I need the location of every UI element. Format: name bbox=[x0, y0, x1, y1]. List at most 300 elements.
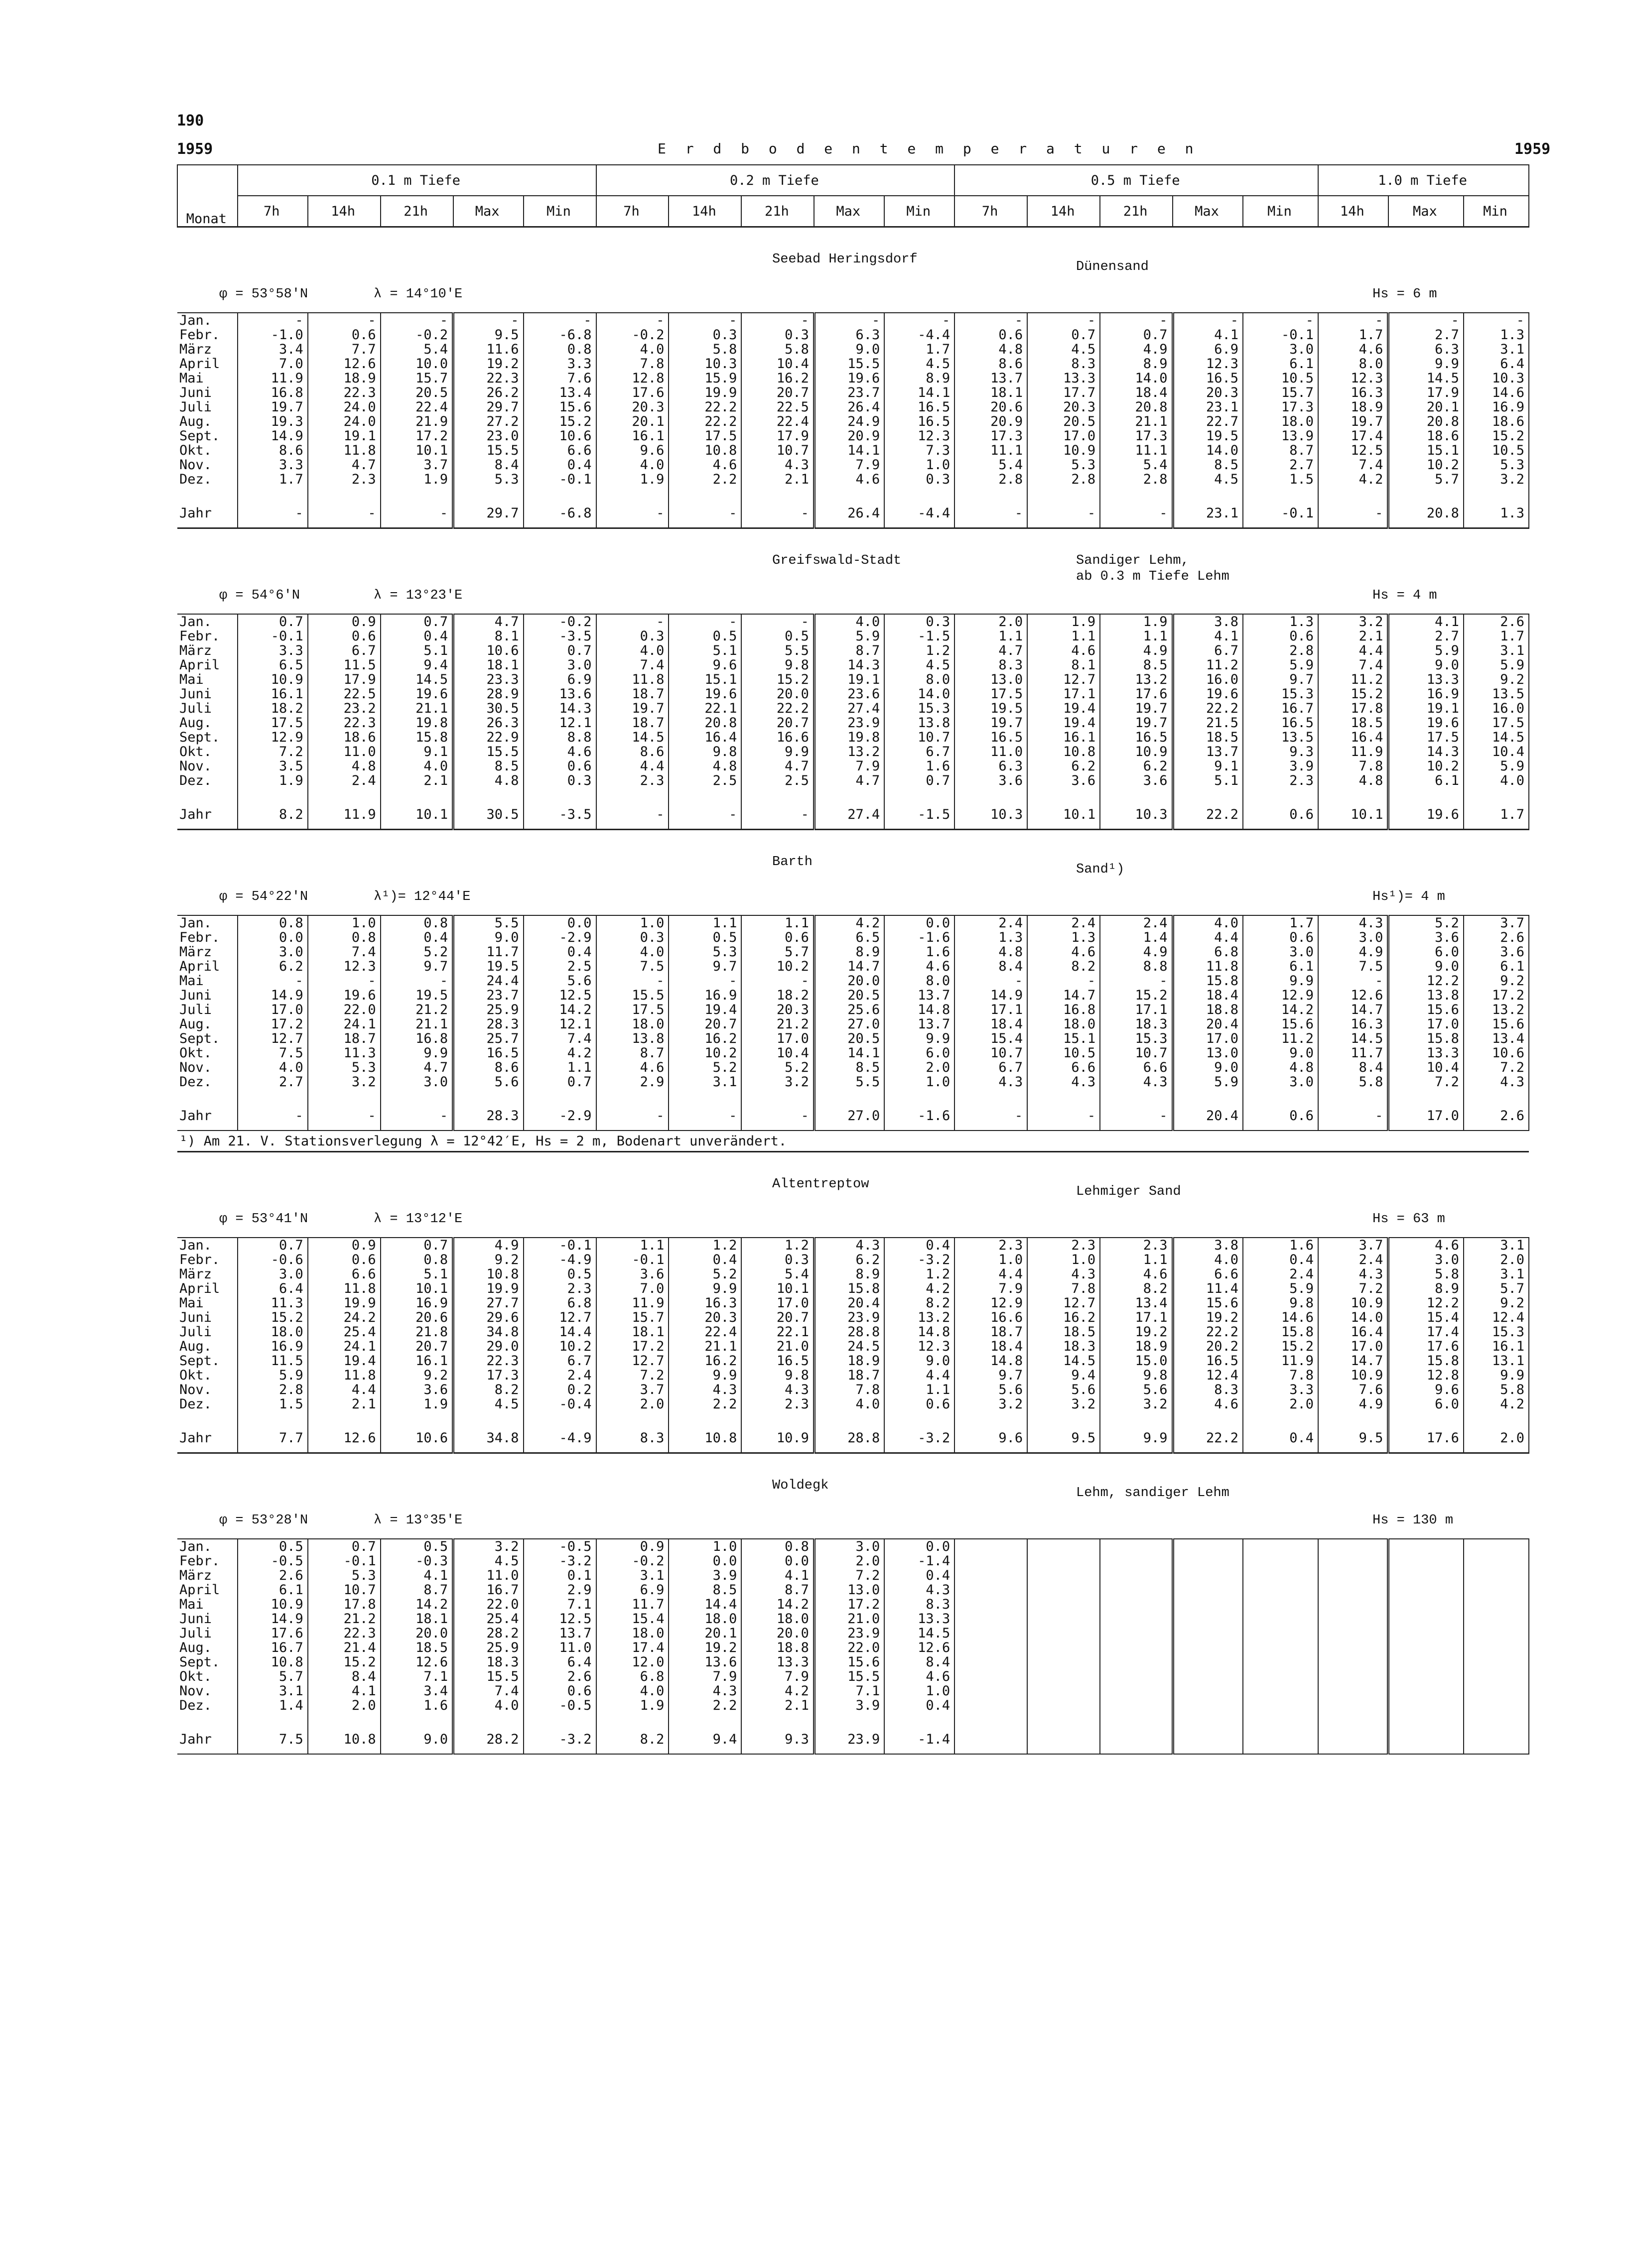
value-cell bbox=[954, 1597, 1027, 1612]
value-cell: 9.4 bbox=[1027, 1368, 1100, 1383]
value-cell: 5.1 bbox=[1173, 773, 1243, 788]
value-cell: 15.7 bbox=[1243, 385, 1318, 400]
value-cell: 4.7 bbox=[741, 759, 814, 773]
value-cell: 16.4 bbox=[669, 730, 741, 745]
value-cell: 13.1 bbox=[1464, 1354, 1529, 1368]
value-cell: 5.6 bbox=[1100, 1383, 1173, 1397]
value-cell: 3.0 bbox=[238, 1267, 308, 1281]
value-cell: 2.4 bbox=[1318, 1253, 1388, 1267]
value-cell: 28.8 bbox=[814, 1325, 884, 1339]
value-cell: 1.0 bbox=[308, 915, 381, 930]
jahr-label: Jahr bbox=[177, 1423, 238, 1453]
table-row bbox=[177, 745, 1529, 759]
value-cell: 19.2 bbox=[669, 1640, 741, 1655]
value-cell: 5.5 bbox=[741, 643, 814, 658]
value-cell bbox=[1464, 1583, 1529, 1597]
value-cell: 15.8 bbox=[381, 730, 453, 745]
value-cell: 19.5 bbox=[954, 701, 1027, 716]
value-cell: -0.1 bbox=[524, 1238, 596, 1253]
value-cell: 4.7 bbox=[814, 773, 884, 788]
month-label: Febr. bbox=[177, 930, 238, 945]
value-cell: 22.2 bbox=[669, 400, 741, 414]
value-cell: 0.5 bbox=[238, 1539, 308, 1554]
jahr-cell: - bbox=[596, 800, 669, 830]
value-cell: 10.8 bbox=[1027, 745, 1100, 759]
value-cell: 7.2 bbox=[814, 1568, 884, 1583]
month-label: Nov. bbox=[177, 1684, 238, 1698]
value-cell: 10.7 bbox=[884, 730, 954, 745]
value-cell: 19.7 bbox=[596, 701, 669, 716]
value-cell: 17.5 bbox=[596, 1003, 669, 1017]
value-cell bbox=[1388, 1539, 1464, 1554]
value-cell: 2.0 bbox=[884, 1060, 954, 1075]
jahr-cell: 1.3 bbox=[1464, 499, 1529, 528]
value-cell: 12.0 bbox=[596, 1655, 669, 1669]
month-label: Dez. bbox=[177, 1075, 238, 1089]
station-latitude: φ = 53°41′N bbox=[219, 1212, 308, 1227]
value-cell: 3.1 bbox=[669, 1075, 741, 1089]
value-cell: 14.7 bbox=[814, 959, 884, 974]
station-header bbox=[177, 830, 1529, 916]
value-cell: 11.2 bbox=[1243, 1031, 1318, 1046]
table-row bbox=[177, 759, 1529, 773]
value-cell: -0.1 bbox=[596, 1253, 669, 1267]
value-cell: 17.0 bbox=[741, 1296, 814, 1310]
month-label: Mai bbox=[177, 672, 238, 687]
value-cell: 4.5 bbox=[453, 1397, 524, 1411]
table-row bbox=[177, 716, 1529, 730]
value-cell: 19.1 bbox=[814, 672, 884, 687]
value-cell: 9.2 bbox=[453, 1253, 524, 1267]
col-header-2-3: Max bbox=[1173, 196, 1243, 227]
value-cell: 9.7 bbox=[669, 959, 741, 974]
value-cell: 4.4 bbox=[596, 759, 669, 773]
value-cell: 8.7 bbox=[596, 1046, 669, 1060]
value-cell: 22.4 bbox=[741, 414, 814, 429]
month-label: April bbox=[177, 658, 238, 672]
value-cell: 2.9 bbox=[524, 1583, 596, 1597]
table-row bbox=[177, 1655, 1529, 1669]
jahr-cell: - bbox=[308, 1101, 381, 1131]
value-cell: 14.1 bbox=[814, 443, 884, 458]
value-cell: 0.8 bbox=[238, 915, 308, 930]
spacer-cell bbox=[1243, 788, 1318, 800]
value-cell: 2.4 bbox=[1100, 915, 1173, 930]
month-label: Okt. bbox=[177, 1669, 238, 1684]
value-cell: 8.4 bbox=[884, 1655, 954, 1669]
value-cell: 8.7 bbox=[381, 1583, 453, 1597]
value-cell: 11.8 bbox=[308, 1368, 381, 1383]
value-cell: 4.9 bbox=[1100, 945, 1173, 959]
jahr-cell: 9.9 bbox=[1100, 1423, 1173, 1453]
value-cell: 16.1 bbox=[1464, 1339, 1529, 1354]
value-cell: 20.5 bbox=[814, 988, 884, 1003]
value-cell: 14.0 bbox=[884, 687, 954, 701]
value-cell: 4.0 bbox=[596, 458, 669, 472]
value-cell: 15.6 bbox=[1464, 1017, 1529, 1031]
value-cell: 14.8 bbox=[954, 1354, 1027, 1368]
value-cell bbox=[1464, 1568, 1529, 1583]
value-cell: 27.2 bbox=[453, 414, 524, 429]
value-cell bbox=[1318, 1684, 1388, 1698]
value-cell: 20.3 bbox=[596, 400, 669, 414]
jahr-cell bbox=[1027, 1725, 1100, 1754]
value-cell: 16.1 bbox=[238, 687, 308, 701]
value-cell bbox=[1318, 1568, 1388, 1583]
jahr-cell: 23.1 bbox=[1173, 499, 1243, 528]
value-cell: 9.3 bbox=[1243, 745, 1318, 759]
value-cell bbox=[1027, 1568, 1100, 1583]
value-cell: 2.7 bbox=[1388, 328, 1464, 342]
jahr-cell: 28.8 bbox=[814, 1423, 884, 1453]
spacer-cell bbox=[1388, 788, 1464, 800]
spacer-cell bbox=[453, 1713, 524, 1725]
value-cell: 6.6 bbox=[1100, 1060, 1173, 1075]
value-cell: 8.1 bbox=[1027, 658, 1100, 672]
value-cell: 8.4 bbox=[453, 458, 524, 472]
value-cell: 4.5 bbox=[453, 1554, 524, 1568]
station-longitude: λ = 13°12′E bbox=[374, 1212, 463, 1227]
spacer-cell bbox=[1027, 487, 1100, 499]
value-cell bbox=[1318, 1612, 1388, 1626]
value-cell bbox=[1100, 1612, 1173, 1626]
value-cell: 6.2 bbox=[1027, 759, 1100, 773]
jahr-cell: 8.2 bbox=[596, 1725, 669, 1754]
value-cell: 3.0 bbox=[1243, 342, 1318, 357]
value-cell: 7.8 bbox=[814, 1383, 884, 1397]
value-cell: 14.8 bbox=[884, 1003, 954, 1017]
value-cell: 9.0 bbox=[453, 930, 524, 945]
value-cell: 7.0 bbox=[596, 1281, 669, 1296]
col-header-0-2: 21h bbox=[381, 196, 453, 227]
value-cell: 3.0 bbox=[524, 658, 596, 672]
value-cell: 20.6 bbox=[381, 1310, 453, 1325]
value-cell: 16.3 bbox=[1318, 1017, 1388, 1031]
value-cell: 8.9 bbox=[884, 371, 954, 385]
col-header-2-1: 14h bbox=[1027, 196, 1100, 227]
value-cell: - bbox=[596, 313, 669, 328]
value-cell: 22.3 bbox=[308, 385, 381, 400]
value-cell: 9.0 bbox=[1173, 1060, 1243, 1075]
value-cell: 0.4 bbox=[381, 629, 453, 643]
value-cell: 15.8 bbox=[1388, 1031, 1464, 1046]
value-cell: 17.0 bbox=[238, 1003, 308, 1017]
table-row bbox=[177, 1325, 1529, 1339]
value-cell: - bbox=[381, 313, 453, 328]
value-cell: 22.3 bbox=[308, 716, 381, 730]
spacer-cell bbox=[1100, 1089, 1173, 1101]
value-cell: 17.6 bbox=[596, 385, 669, 400]
value-cell: 12.7 bbox=[596, 1354, 669, 1368]
spacer-cell bbox=[741, 487, 814, 499]
value-cell: 16.9 bbox=[1464, 400, 1529, 414]
value-cell: 22.2 bbox=[669, 414, 741, 429]
value-cell: 1.2 bbox=[884, 1267, 954, 1281]
value-cell: -1.4 bbox=[884, 1554, 954, 1568]
spacer-cell bbox=[1173, 788, 1243, 800]
value-cell: 19.4 bbox=[308, 1354, 381, 1368]
value-cell: 17.6 bbox=[1388, 1339, 1464, 1354]
value-cell: 14.9 bbox=[238, 1612, 308, 1626]
value-cell: 9.6 bbox=[596, 443, 669, 458]
value-cell: 24.2 bbox=[308, 1310, 381, 1325]
station-header bbox=[177, 528, 1529, 615]
value-cell: 2.4 bbox=[1243, 1267, 1318, 1281]
station-name: Woldegk bbox=[772, 1478, 829, 1493]
value-cell: 1.1 bbox=[741, 915, 814, 930]
value-cell bbox=[1100, 1597, 1173, 1612]
spacer-cell bbox=[954, 1089, 1027, 1101]
value-cell: 4.0 bbox=[596, 1684, 669, 1698]
value-cell: 22.3 bbox=[453, 1354, 524, 1368]
station-name: Greifswald-Stadt bbox=[772, 553, 902, 568]
month-label: März bbox=[177, 643, 238, 658]
value-cell: 7.1 bbox=[814, 1684, 884, 1698]
value-cell: 5.9 bbox=[814, 629, 884, 643]
value-cell: 2.3 bbox=[308, 472, 381, 487]
value-cell: 20.3 bbox=[669, 1310, 741, 1325]
value-cell: 9.8 bbox=[669, 745, 741, 759]
value-cell: 0.5 bbox=[669, 930, 741, 945]
jahr-cell: 10.1 bbox=[381, 800, 453, 830]
value-cell: 25.9 bbox=[453, 1003, 524, 1017]
value-cell: 8.6 bbox=[453, 1060, 524, 1075]
value-cell: 1.1 bbox=[524, 1060, 596, 1075]
value-cell bbox=[1100, 1568, 1173, 1583]
value-cell: - bbox=[669, 313, 741, 328]
value-cell: 3.6 bbox=[596, 1267, 669, 1281]
value-cell: 13.7 bbox=[954, 371, 1027, 385]
jahr-cell: - bbox=[596, 499, 669, 528]
value-cell: 1.6 bbox=[1243, 1238, 1318, 1253]
value-cell: 22.5 bbox=[741, 400, 814, 414]
value-cell: 0.7 bbox=[381, 1238, 453, 1253]
value-cell: 5.9 bbox=[1388, 643, 1464, 658]
value-cell: 9.7 bbox=[381, 959, 453, 974]
value-cell: 1.9 bbox=[596, 472, 669, 487]
station-info bbox=[177, 1453, 1529, 1539]
value-cell: 25.6 bbox=[814, 1003, 884, 1017]
table-row bbox=[177, 458, 1529, 472]
value-cell: 16.5 bbox=[884, 414, 954, 429]
value-cell: 12.3 bbox=[884, 1339, 954, 1354]
table-row bbox=[177, 1339, 1529, 1354]
spacer-cell bbox=[238, 487, 308, 499]
value-cell: 15.8 bbox=[1243, 1325, 1318, 1339]
month-label: Aug. bbox=[177, 716, 238, 730]
month-label: Sept. bbox=[177, 1354, 238, 1368]
value-cell: 13.0 bbox=[814, 1583, 884, 1597]
value-cell: 14.8 bbox=[884, 1325, 954, 1339]
spacer-cell bbox=[1318, 1089, 1388, 1101]
value-cell: 18.7 bbox=[308, 1031, 381, 1046]
value-cell: 3.0 bbox=[381, 1075, 453, 1089]
value-cell: 1.0 bbox=[669, 1539, 741, 1554]
month-label: Nov. bbox=[177, 1383, 238, 1397]
value-cell: 16.9 bbox=[1388, 687, 1464, 701]
value-cell: 13.2 bbox=[1464, 1003, 1529, 1017]
value-cell: 7.4 bbox=[1318, 458, 1388, 472]
month-label: Juni bbox=[177, 385, 238, 400]
value-cell: 10.8 bbox=[453, 1267, 524, 1281]
value-cell: 19.7 bbox=[1100, 701, 1173, 716]
value-cell: 17.7 bbox=[1027, 385, 1100, 400]
value-cell: 16.2 bbox=[669, 1354, 741, 1368]
value-cell: 12.4 bbox=[1464, 1310, 1529, 1325]
value-cell: 7.9 bbox=[669, 1669, 741, 1684]
value-cell: 16.2 bbox=[1027, 1310, 1100, 1325]
value-cell: 19.6 bbox=[669, 687, 741, 701]
value-cell: 1.3 bbox=[1243, 614, 1318, 629]
table-row bbox=[177, 687, 1529, 701]
value-cell: 20.0 bbox=[741, 687, 814, 701]
value-cell: 6.7 bbox=[884, 745, 954, 759]
value-cell: 2.5 bbox=[669, 773, 741, 788]
value-cell: 15.5 bbox=[814, 357, 884, 371]
value-cell: 2.3 bbox=[741, 1397, 814, 1411]
value-cell: 17.0 bbox=[741, 1031, 814, 1046]
value-cell: 0.4 bbox=[884, 1698, 954, 1713]
value-cell: 13.8 bbox=[1388, 988, 1464, 1003]
jahr-cell: 23.9 bbox=[814, 1725, 884, 1754]
value-cell: 16.9 bbox=[669, 988, 741, 1003]
value-cell: 5.9 bbox=[1464, 658, 1529, 672]
value-cell bbox=[1100, 1655, 1173, 1669]
value-cell: 13.6 bbox=[524, 687, 596, 701]
station-soil-detail: ab 0.3 m Tiefe Lehm bbox=[1076, 569, 1229, 584]
value-cell: 1.9 bbox=[381, 472, 453, 487]
value-cell: 5.3 bbox=[308, 1568, 381, 1583]
value-cell bbox=[1027, 1655, 1100, 1669]
value-cell: 18.0 bbox=[596, 1017, 669, 1031]
value-cell: 12.1 bbox=[524, 716, 596, 730]
spacer-cell bbox=[884, 1411, 954, 1423]
spacer-cell bbox=[1318, 788, 1388, 800]
value-cell: 19.9 bbox=[453, 1281, 524, 1296]
value-cell: 22.2 bbox=[1173, 1325, 1243, 1339]
value-cell: 9.8 bbox=[1243, 1296, 1318, 1310]
value-cell: 16.8 bbox=[1027, 1003, 1100, 1017]
value-cell: - bbox=[1027, 974, 1100, 988]
month-label: Okt. bbox=[177, 1368, 238, 1383]
value-cell: 4.0 bbox=[596, 643, 669, 658]
value-cell bbox=[954, 1626, 1027, 1640]
value-cell: 4.3 bbox=[954, 1075, 1027, 1089]
value-cell: 1.0 bbox=[884, 458, 954, 472]
value-cell: 4.2 bbox=[814, 915, 884, 930]
value-cell: 16.1 bbox=[596, 429, 669, 443]
value-cell: 8.6 bbox=[596, 745, 669, 759]
value-cell: 0.8 bbox=[524, 342, 596, 357]
value-cell: - bbox=[884, 313, 954, 328]
value-cell bbox=[1100, 1626, 1173, 1640]
value-cell: 18.0 bbox=[741, 1612, 814, 1626]
jahr-cell: -4.4 bbox=[884, 499, 954, 528]
value-cell: 1.4 bbox=[1100, 930, 1173, 945]
value-cell: 10.2 bbox=[1388, 759, 1464, 773]
jahr-cell: - bbox=[1100, 499, 1173, 528]
value-cell: - bbox=[308, 974, 381, 988]
value-cell bbox=[1027, 1684, 1100, 1698]
value-cell: 0.7 bbox=[884, 773, 954, 788]
table-row bbox=[177, 1368, 1529, 1383]
value-cell: 5.9 bbox=[1243, 658, 1318, 672]
value-cell bbox=[1027, 1626, 1100, 1640]
value-cell: 7.8 bbox=[596, 357, 669, 371]
value-cell: 16.4 bbox=[1318, 1325, 1388, 1339]
value-cell: 1.9 bbox=[596, 1698, 669, 1713]
spacer-cell bbox=[1027, 1713, 1100, 1725]
value-cell: 12.9 bbox=[238, 730, 308, 745]
value-cell: 17.5 bbox=[1464, 716, 1529, 730]
value-cell: 8.8 bbox=[524, 730, 596, 745]
value-cell: 18.4 bbox=[1100, 385, 1173, 400]
value-cell: 13.7 bbox=[884, 988, 954, 1003]
spacer-cell bbox=[1100, 1411, 1173, 1423]
month-label: Okt. bbox=[177, 1046, 238, 1060]
value-cell bbox=[1100, 1554, 1173, 1568]
value-cell: 7.2 bbox=[596, 1368, 669, 1383]
value-cell: 11.8 bbox=[1173, 959, 1243, 974]
value-cell: 4.7 bbox=[381, 1060, 453, 1075]
value-cell: 25.4 bbox=[308, 1325, 381, 1339]
value-cell: 3.1 bbox=[238, 1684, 308, 1698]
value-cell: 10.9 bbox=[238, 672, 308, 687]
value-cell: 11.7 bbox=[596, 1597, 669, 1612]
value-cell: 0.2 bbox=[524, 1383, 596, 1397]
table-row bbox=[177, 730, 1529, 745]
jahr-cell: 22.2 bbox=[1173, 1423, 1243, 1453]
value-cell: - bbox=[741, 313, 814, 328]
jahr-cell: 10.3 bbox=[1100, 800, 1173, 830]
jahr-cell: - bbox=[238, 1101, 308, 1131]
value-cell: 4.7 bbox=[954, 643, 1027, 658]
value-cell: 5.5 bbox=[814, 1075, 884, 1089]
value-cell: 5.9 bbox=[1173, 1075, 1243, 1089]
value-cell: 0.3 bbox=[741, 328, 814, 342]
month-label: Dez. bbox=[177, 472, 238, 487]
value-cell: - bbox=[1173, 313, 1243, 328]
value-cell: 15.3 bbox=[884, 701, 954, 716]
value-cell: 7.4 bbox=[596, 658, 669, 672]
jahr-row bbox=[177, 1101, 1529, 1131]
value-cell: - bbox=[453, 313, 524, 328]
jahr-cell: -1.4 bbox=[884, 1725, 954, 1754]
value-cell: 11.1 bbox=[954, 443, 1027, 458]
value-cell: 19.5 bbox=[1173, 429, 1243, 443]
value-cell: 15.3 bbox=[1100, 1031, 1173, 1046]
value-cell: - bbox=[954, 974, 1027, 988]
value-cell: - bbox=[1243, 313, 1318, 328]
value-cell: 27.4 bbox=[814, 701, 884, 716]
spacer-cell bbox=[1173, 487, 1243, 499]
jahr-cell: -0.1 bbox=[1243, 499, 1318, 528]
value-cell bbox=[1243, 1640, 1318, 1655]
value-cell: 18.4 bbox=[954, 1339, 1027, 1354]
table-row bbox=[177, 1031, 1529, 1046]
value-cell: 19.6 bbox=[381, 687, 453, 701]
value-cell: 2.1 bbox=[1318, 629, 1388, 643]
value-cell bbox=[1173, 1698, 1243, 1713]
footnote-text: ¹) Am 21. V. Stationsverlegung λ = 12°42′E, Hs = 2 m, Bodenart unverändert. bbox=[177, 1131, 1529, 1152]
month-label: Aug. bbox=[177, 1339, 238, 1354]
value-cell: 22.1 bbox=[741, 1325, 814, 1339]
value-cell: 4.3 bbox=[884, 1583, 954, 1597]
value-cell: 12.5 bbox=[1318, 443, 1388, 458]
value-cell: 1.7 bbox=[1318, 328, 1388, 342]
value-cell: 18.5 bbox=[1318, 716, 1388, 730]
jahr-cell: 9.0 bbox=[381, 1725, 453, 1754]
